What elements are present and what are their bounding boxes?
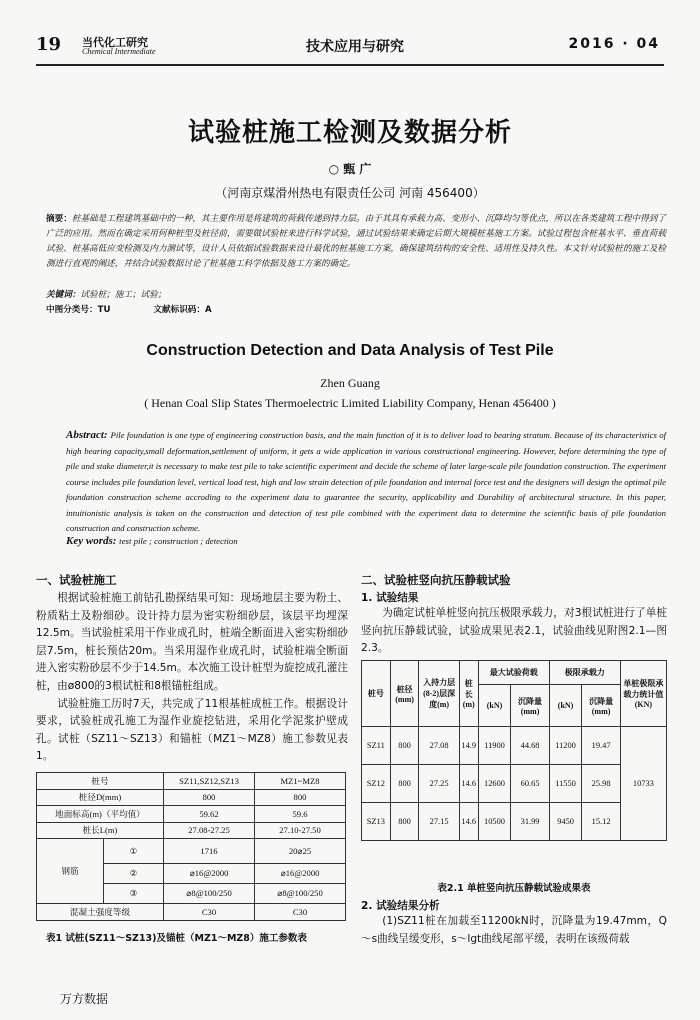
footer-watermark: 万方数据 bbox=[60, 992, 109, 1006]
section2-sub2: 2. 试验结果分析 bbox=[361, 900, 440, 912]
right-column-lower bbox=[361, 880, 667, 948]
table-cell: SZ12 bbox=[362, 765, 391, 803]
issue-number: 2016 · 04 bbox=[568, 36, 660, 52]
table-cell: 桩径D(mm) bbox=[37, 789, 164, 806]
table-cell: 桩号 bbox=[37, 773, 164, 790]
author: ○ 甄 广 bbox=[328, 162, 372, 176]
table-cell: ③ bbox=[104, 884, 164, 904]
table-header: 最大试验荷载 bbox=[478, 661, 549, 685]
table-cell: 14.6 bbox=[459, 765, 478, 803]
table-cell: MZ1~MZ8 bbox=[255, 773, 346, 790]
table-cell: SZ11 bbox=[362, 727, 391, 765]
doc-value: A bbox=[205, 305, 212, 315]
paper-title-en: Construction Detection and Data Analysis of Test Pile bbox=[146, 342, 554, 359]
affiliation-en: ( Henan Coal Slip States Thermoelectric Limited Liability Company, Henan 456400 ) bbox=[144, 396, 556, 410]
keywords-cn-label: 关键词： bbox=[46, 290, 81, 300]
table-cell: ⌀16@2000 bbox=[255, 864, 346, 884]
table-cell: 11550 bbox=[549, 765, 582, 803]
table-header: 桩长(m) bbox=[459, 661, 478, 727]
table-cell: 27.25 bbox=[419, 765, 459, 803]
section2-sub1: 1. 试验结果 bbox=[361, 592, 419, 604]
table-cell: 10733 bbox=[620, 727, 666, 841]
table-cell: 11900 bbox=[478, 727, 511, 765]
section2-para1: 为确定试桩单桩竖向抗压极限承载力，对3根试桩进行了单桩竖向抗压静载试验，试验成果见表2.1，试验曲线见附图2.1—图2.3。 bbox=[361, 607, 667, 655]
table-row bbox=[37, 904, 346, 921]
table-cell: 桩长L(m) bbox=[37, 822, 164, 839]
table-cell: 10500 bbox=[478, 803, 511, 841]
table-cell: 59.62 bbox=[164, 806, 255, 823]
affiliation: （河南京煤滑州热电有限责任公司 河南 456400） bbox=[215, 186, 485, 200]
abstract-cn-label: 摘要： bbox=[46, 214, 72, 224]
table-cell: 800 bbox=[390, 765, 419, 803]
keywords-cn bbox=[46, 288, 166, 300]
table-header: 沉降量(mm) bbox=[511, 685, 549, 727]
table-cell: 25.98 bbox=[582, 765, 620, 803]
running-header bbox=[36, 34, 664, 66]
left-column bbox=[36, 572, 348, 766]
table-cell: 800 bbox=[390, 727, 419, 765]
table-row bbox=[37, 822, 346, 839]
section1-heading: 一、试验桩施工 bbox=[36, 573, 117, 587]
clc-label: 中图分类号： bbox=[46, 305, 98, 315]
clc-code bbox=[46, 305, 110, 315]
section2-para2: (1)SZ11桩在加载至11200kN时，沉降量为19.47mm，Q～s曲线呈缓变形，s～lgt曲线尾部平缓，表明在该级荷载 bbox=[361, 915, 667, 945]
abstract-en-label: Abstract bbox=[66, 429, 104, 441]
right-column bbox=[361, 572, 667, 658]
table-row bbox=[37, 789, 346, 806]
table-cell: ⌀8@100/250 bbox=[255, 884, 346, 904]
table-cell: 44.68 bbox=[511, 727, 549, 765]
paper-title: 试验桩施工检测及数据分析 bbox=[187, 118, 512, 148]
keywords-cn-text: 试验桩；施工；试验； bbox=[80, 290, 167, 300]
section1-para1: 根据试验桩施工前钻孔勘探结果可知：现场地层主要为粉土、粉质粘土及粉细砂。设计持力层为密实粉细砂层，该层平均埋深12.5m。当试验桩采用干作业成孔时，桩端全断面进入密实粉细砂层7.5m，桩长预估20m。当采用湿作业成孔时，试验桩端全断面进入密实粉砂层不少于14.5m。本次施工设计桩型为旋挖成孔灌注桩，由ø800的3根试桩和8根锚桩组成。 bbox=[36, 592, 348, 692]
table-cell: 14.6 bbox=[459, 803, 478, 841]
keywords-en-label: Key words bbox=[66, 535, 113, 547]
section1-para2: 试验桩施工历时7天，共完成了11根基桩成桩工作。根据设计要求，试验桩成孔施工为湿作业旋挖钻进，采用化学泥浆护壁成孔。试桩（SZ11～SZ13）和锚桩（MZ1～MZ8）施工参数见表1。 bbox=[36, 697, 348, 763]
page-number: 19 bbox=[36, 34, 62, 55]
table-cell: 14.9 bbox=[459, 727, 478, 765]
clc-value: TU bbox=[97, 305, 111, 315]
table-cell: 31.99 bbox=[511, 803, 549, 841]
classification bbox=[46, 303, 252, 315]
table-cell: 27.10-27.50 bbox=[255, 822, 346, 839]
doc-label: 文献标识码： bbox=[153, 305, 205, 315]
table-cell: SZ13 bbox=[362, 803, 391, 841]
table-cell: 钢筋 bbox=[37, 839, 104, 904]
table-cell: SZ11,SZ12,SZ13 bbox=[164, 773, 255, 790]
table1 bbox=[36, 772, 346, 921]
table-cell: ② bbox=[104, 864, 164, 884]
table-cell: 27.15 bbox=[419, 803, 459, 841]
keywords-en: Key words: test pile ; construction ; detection bbox=[66, 535, 238, 547]
table-cell: 地面标高(m)（平均值） bbox=[37, 806, 164, 823]
table-cell: ① bbox=[104, 839, 164, 864]
table-cell: ⌀16@2000 bbox=[164, 864, 255, 884]
table-cell: 混凝土强度等级 bbox=[37, 904, 164, 921]
abstract-cn bbox=[46, 212, 666, 272]
table-header: 桩号 bbox=[362, 661, 391, 727]
table-row bbox=[37, 773, 346, 790]
keywords-en-text: test pile ; construction ; detection bbox=[119, 536, 238, 546]
journal-name-cn: 当代化工研究 bbox=[82, 36, 148, 49]
section-title: 技术应用与研究 bbox=[306, 39, 404, 55]
table-cell: 800 bbox=[390, 803, 419, 841]
table2-caption: 表2.1 单桩竖向抗压静载试验成果表 bbox=[437, 883, 591, 894]
table-header: (kN) bbox=[478, 685, 511, 727]
table-header: 桩径(mm) bbox=[390, 661, 419, 727]
doc-code bbox=[153, 305, 211, 315]
table-cell: C30 bbox=[255, 904, 346, 921]
table-cell: ⌀8@100/250 bbox=[164, 884, 255, 904]
table-row bbox=[37, 806, 346, 823]
journal-name-en: Chemical Intermediate bbox=[82, 47, 156, 56]
table1-caption: 表1 试桩(SZ11～SZ13)及锚桩（MZ1～MZ8）施工参数表 bbox=[46, 933, 307, 944]
author-en: Zhen Guang bbox=[320, 376, 380, 390]
table-cell: 27.08-27.25 bbox=[164, 822, 255, 839]
table2 bbox=[361, 660, 667, 841]
section2-heading: 二、试验桩竖向抗压静载试验 bbox=[361, 573, 511, 587]
table-cell: 9450 bbox=[549, 803, 582, 841]
table-header: (kN) bbox=[549, 685, 582, 727]
table-row bbox=[37, 839, 346, 864]
table-cell: 27.08 bbox=[419, 727, 459, 765]
table-cell: 12600 bbox=[478, 765, 511, 803]
table-header: 沉降量(mm) bbox=[582, 685, 620, 727]
table-header: 入持力层(8-2)层深度(m) bbox=[419, 661, 459, 727]
table-cell: C30 bbox=[164, 904, 255, 921]
abstract-en-text: Pile foundation is one type of engineering construction basis, and the main function of it is to deliver load to bearing stratum. Because of its characteristics of high bearing capacity,small deformation,settlement of uniform, it gets a wide application in various constructional engineering. However, before determining the type of pile and stake diameter,it is necessary to make test pile to take scientific experiment and decide the scheme of later large-scale pile foundation construction. The experiment course includes pile foundation level, vertical load test, high and low strain detection of pile foundation and internal force test and the designers will design the optimal pile foundation construction scheme accroding to the experiment data to guarantee the security, applicability and Durability of architectural structure. In this paper, intuitionistic analysis is taken on the construction and detection of test pile combined with the experiment data to determine the scientific basis of pile foundation construction and construction scheme. bbox=[66, 430, 666, 533]
table-cell: 59.6 bbox=[255, 806, 346, 823]
table-cell: 800 bbox=[255, 789, 346, 806]
abstract-en: Abstract: Pile foundation is one type of engineering construction basis, and the main function of it is to deliver load to bearing stratum. Because of its characteristics of high bearing capacity,small deformation,settlement of uniform, it gets a wide application in various constructional engineering. However, before determining the type of pile and stake diameter,it is necessary to make test pile to take scientific experiment and decide the scheme of later large-scale pile foundation construction. The experiment course includes pile foundation level, vertical load test, high and low strain detection of pile foundation and internal force test and the designers will design the optimal pile foundation construction scheme accroding to the experiment data to guarantee the security, applicability and Durability of architectural structure. In this paper, intuitionistic analysis is taken on the construction and detection of test pile combined with the experiment data to determine the scientific basis of pile foundation construction and construction scheme. bbox=[66, 429, 666, 533]
table-row bbox=[362, 727, 667, 765]
table-cell: 800 bbox=[164, 789, 255, 806]
table-cell: 20⌀25 bbox=[255, 839, 346, 864]
table-cell: 11200 bbox=[549, 727, 582, 765]
table-header: 单桩极限承载力统计值(KN) bbox=[620, 661, 666, 727]
table-cell: 15.12 bbox=[582, 803, 620, 841]
abstract-cn-text: 桩基础是工程建筑基础中的一种，其主要作用是将建筑的荷载传递到持力层。由于其具有承载力高、变形小、沉降均匀等优点，所以在各类建筑工程中得到了广泛的应用。然而在确定采用何种桩型及桩径前，需要做试验桩来进行科学试验，通过试验结果来确定后期大规模桩基施工方案。试验过程包含桩基水平、垂直荷载试验、桩基高低应变检测及内力测试等，设计人员依据试验数据来设计最优的桩基施工方案，确保建筑结构的安全性、适用性及持久性。本文针对试验桩的施工及检测进行直观的阐述，并结合试验数据讨论了桩基施工科学依据及施工方案的确定。 bbox=[46, 214, 666, 269]
table-cell: 1716 bbox=[164, 839, 255, 864]
table-cell: 19.47 bbox=[582, 727, 620, 765]
table-row bbox=[362, 661, 667, 685]
table-cell: 60.65 bbox=[511, 765, 549, 803]
table-header: 极限承载力 bbox=[549, 661, 620, 685]
